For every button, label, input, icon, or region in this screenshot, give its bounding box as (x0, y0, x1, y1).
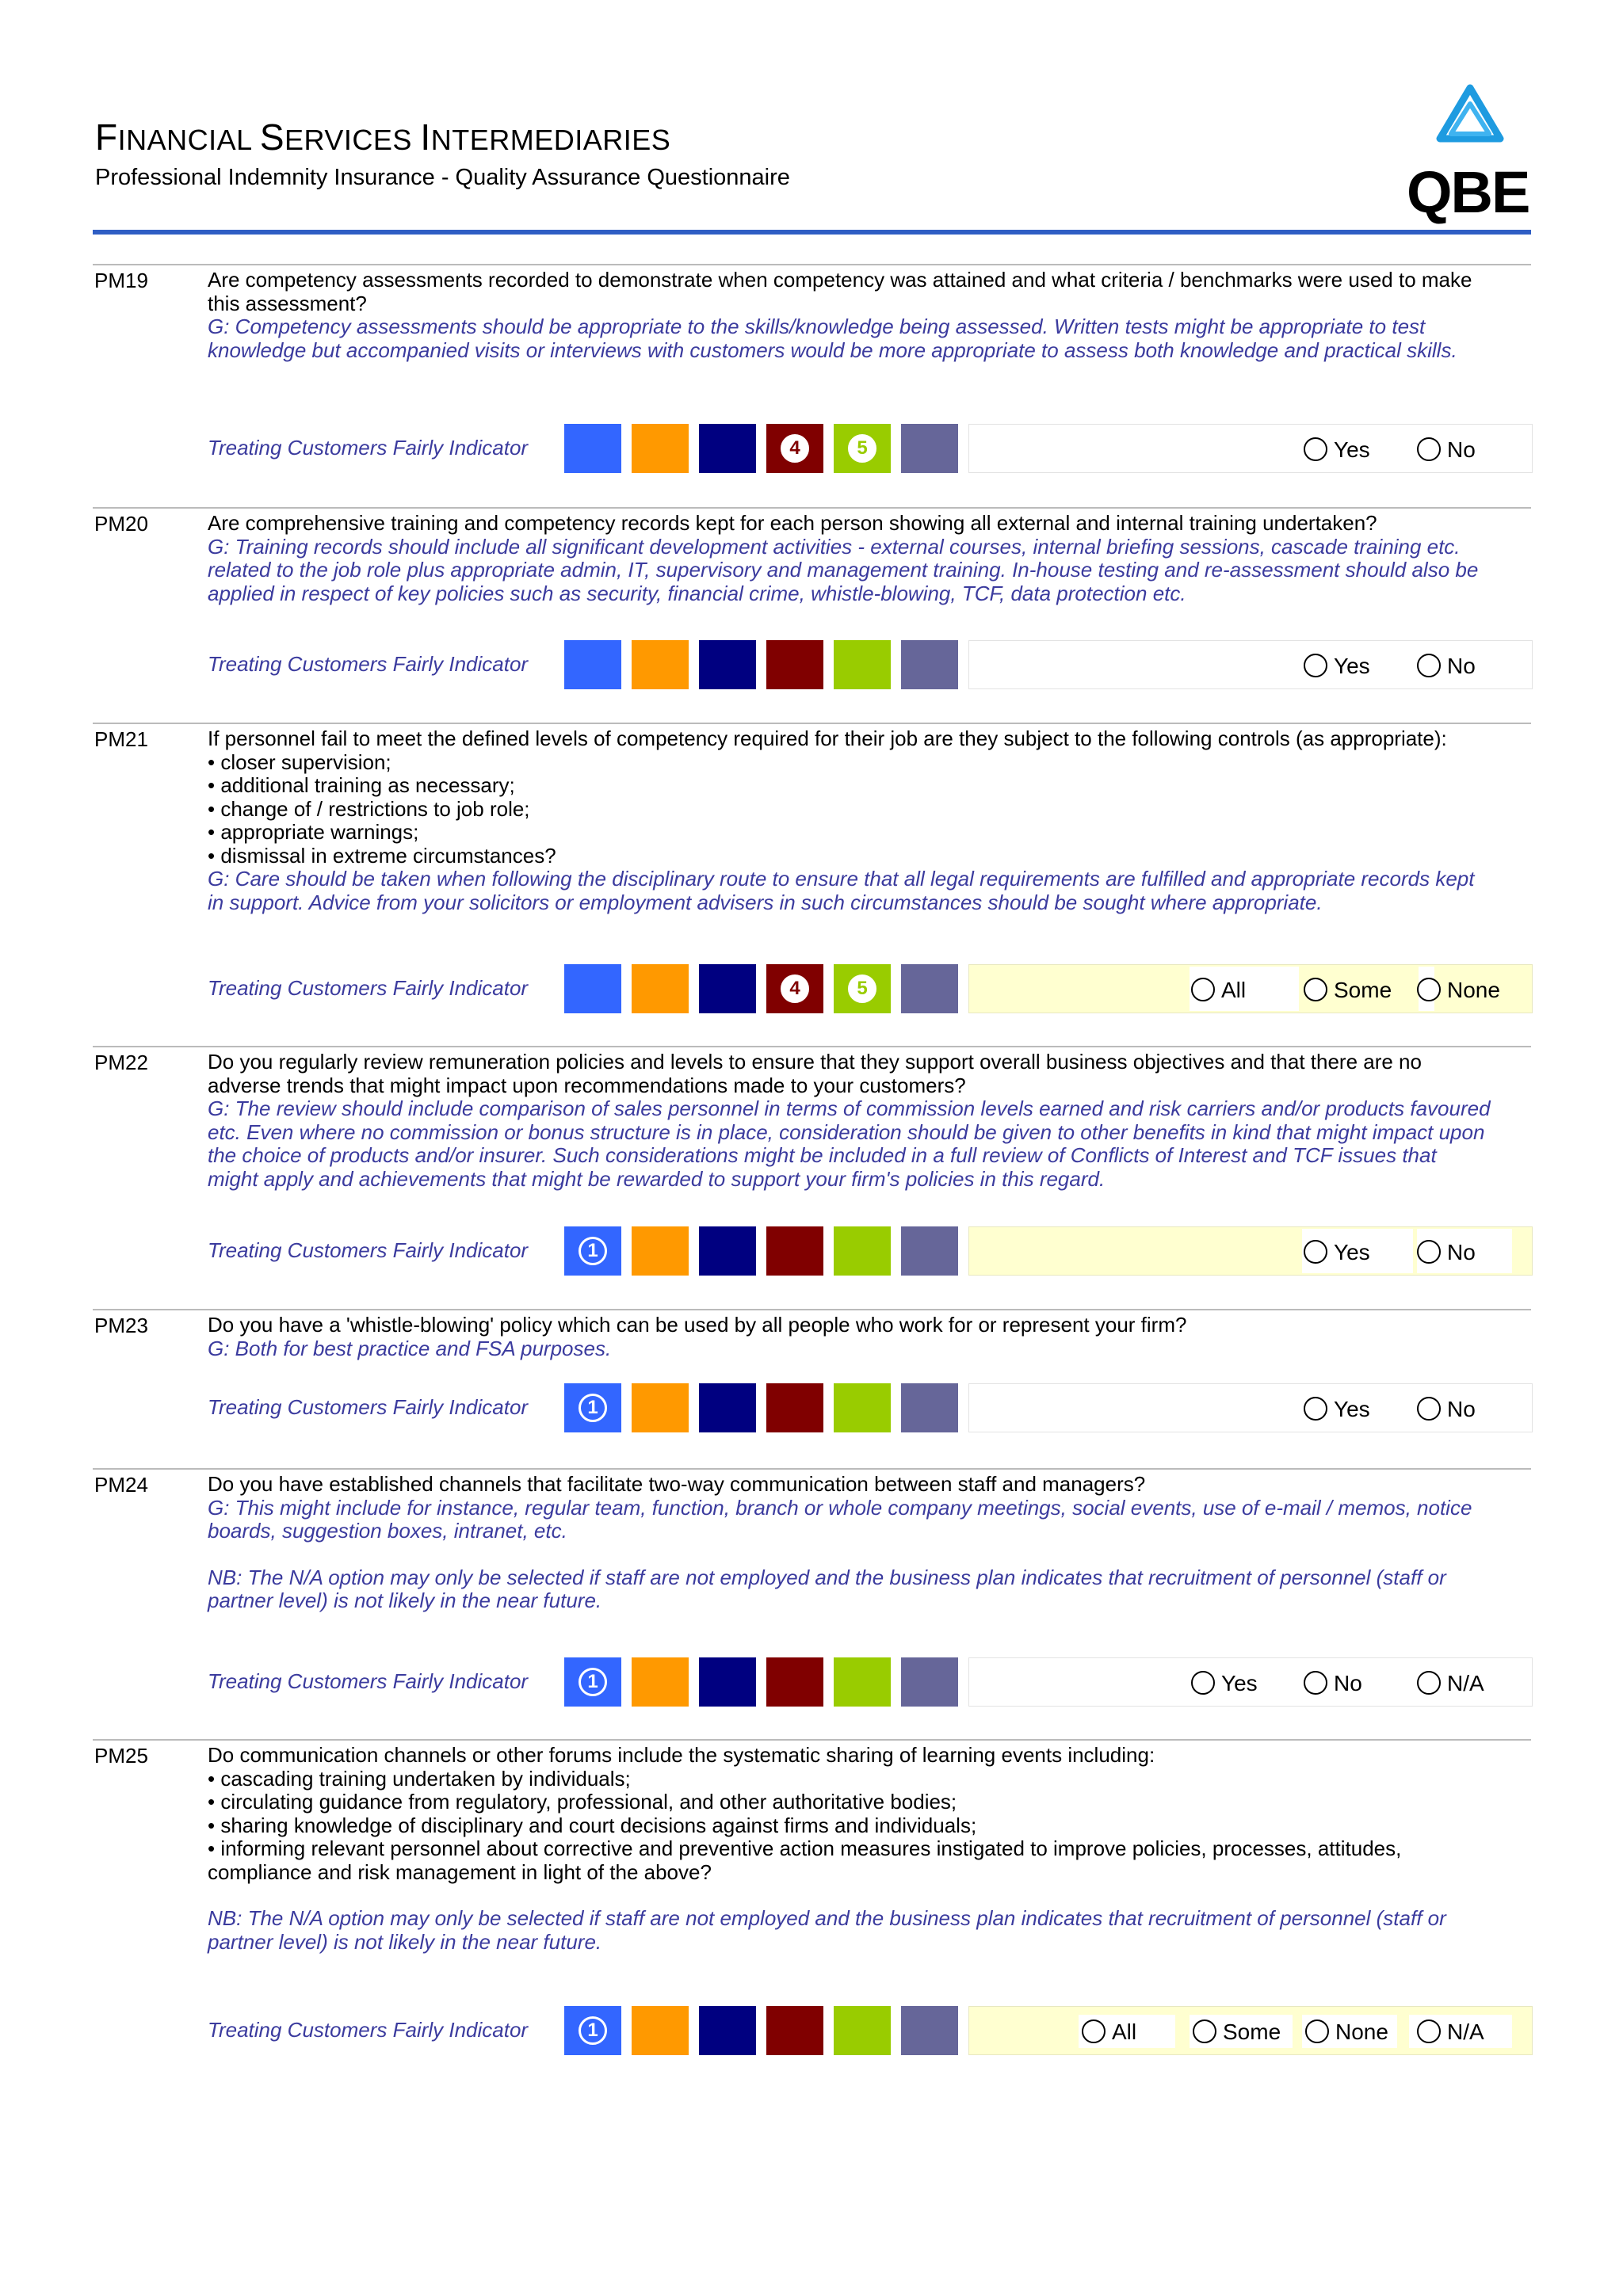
question-guidance: G: Competency assessments should be appropriate to the skills/knowledge being assessed. Written tests might be appropriate to test knowledge but accompanied visits or interviews with customers would be more appropriate to assess both knowledge and practical skills. (208, 315, 1457, 362)
tcf-square-5[interactable] (834, 1383, 891, 1432)
question-note: NB: The N/A option may only be selected if staff are not employed and the business plan indicates that recruitment of personnel (staff or partner level) is not likely in the near future. (208, 1565, 1446, 1612)
radio-icon[interactable] (1304, 1397, 1327, 1421)
tcf-square-6[interactable] (901, 424, 958, 473)
option-all[interactable]: All (1082, 2019, 1136, 2045)
tcf-square-1[interactable] (564, 424, 621, 473)
option-yes[interactable]: Yes (1304, 437, 1370, 463)
radio-icon[interactable] (1417, 1397, 1441, 1421)
tcf-square-3[interactable] (699, 964, 756, 1013)
option-no[interactable]: No (1417, 654, 1476, 679)
tcf-marker-1: 1 (579, 1668, 607, 1696)
tcf-square-1[interactable] (564, 2006, 621, 2055)
answer-box (968, 1226, 1533, 1276)
tcf-square-1[interactable] (564, 640, 621, 689)
question-id: PM25 (94, 1744, 148, 1768)
question-pm20 (93, 507, 1531, 723)
radio-icon[interactable] (1191, 1671, 1215, 1695)
tcf-square-3[interactable] (699, 640, 756, 689)
radio-icon[interactable] (1417, 1240, 1441, 1264)
tcf-marker-4: 4 (781, 434, 809, 463)
option-no[interactable]: No (1417, 437, 1476, 463)
option-yes[interactable]: Yes (1304, 654, 1370, 679)
qbe-emblem-icon (1430, 83, 1510, 147)
radio-icon[interactable] (1304, 1671, 1327, 1695)
tcf-square-2[interactable] (632, 1657, 689, 1707)
tcf-indicator-row (208, 1383, 1531, 1432)
tcf-indicator-row (208, 964, 1531, 1013)
radio-icon[interactable] (1193, 2019, 1216, 2043)
question-id: PM24 (94, 1473, 148, 1497)
option-no[interactable]: No (1417, 1240, 1476, 1265)
document-title: FINANCIAL SERVICES INTERMEDIARIES (95, 116, 671, 158)
tcf-square-2[interactable] (632, 1226, 689, 1276)
tcf-marker-1: 1 (579, 1237, 607, 1265)
tcf-square-6[interactable] (901, 1226, 958, 1276)
tcf-marker-4: 4 (781, 974, 809, 1003)
option-none[interactable]: None (1417, 978, 1500, 1003)
option-no[interactable]: No (1304, 1671, 1362, 1696)
question-guidance: G: Training records should include all significant development activities - external courses, internal briefing sessions, cascade training etc. related to the job role plus appropriate admin, IT, supervisory and management training. In-house testing and re-assessment should also be applied in respect of key policies such as security, financial crime, whistle-blowing, TCF, data protection etc. (208, 534, 1479, 605)
question-guidance: G: The review should include comparison of sales personnel in terms of commission levels earned and risk carriers and/or products favoured etc. Even where no commission or bonus structure is in place, consideration should be given to other benefits in kind that might impact upon the choice of products and/or insurer. Such considerations might be included in a full review of Conflicts of Interest and TCF issues that might apply and achievements that might be rewarded to support your firm's policies in this regard. (208, 1097, 1491, 1191)
question-pm21 (93, 723, 1531, 1045)
tcf-square-2[interactable] (632, 964, 689, 1013)
question-id: PM22 (94, 1051, 148, 1074)
question-text: Do communication channels or other forums include the systematic sharing of learning events including: • cascading training undertaken by individuals; • circulating guidance from regulatory, professional, and other authoritative bodies; • sharing knowledge of disciplinary and court decisions against firms and individuals; • informing relevant personnel about corrective and preventive action measures instigated to improve policies, processes, attitudes, compliance and risk management in light of the above? (208, 1743, 1402, 1884)
radio-icon[interactable] (1417, 978, 1441, 1001)
question-text: Do you regularly review remuneration policies and levels to ensure that they support overall business objectives and that there are no adverse trends that might impact upon recommendations made to your customers? (208, 1050, 1422, 1097)
radio-icon[interactable] (1417, 654, 1441, 677)
qbe-logo (1407, 83, 1529, 225)
tcf-marker-5: 5 (848, 974, 876, 1003)
question-text: Are comprehensive training and competency records kept for each person showing all external and internal training undertaken? (208, 511, 1377, 535)
radio-icon[interactable] (1305, 2019, 1329, 2043)
radio-icon[interactable] (1304, 978, 1327, 1001)
tcf-square-1[interactable] (564, 964, 621, 1013)
tcf-marker-5: 5 (848, 434, 876, 463)
tcf-marker-1: 1 (579, 2016, 607, 2045)
option-na[interactable]: N/A (1417, 1671, 1484, 1696)
option-no[interactable]: No (1417, 1397, 1476, 1422)
option-all[interactable]: All (1191, 978, 1246, 1003)
option-some[interactable]: Some (1193, 2019, 1281, 2045)
tcf-indicator-row (208, 2006, 1531, 2055)
tcf-label: Treating Customers Fairly Indicator (208, 2018, 529, 2042)
tcf-square-2[interactable] (632, 424, 689, 473)
radio-icon[interactable] (1417, 437, 1441, 461)
question-guidance: G: Care should be taken when following the disciplinary route to ensure that all legal requirements are fulfilled and appropriate records kept in support. Advice from your solicitors or employment advisers in such circumstances should be sought where appropriate. (208, 867, 1475, 914)
radio-icon[interactable] (1417, 1671, 1441, 1695)
tcf-square-4[interactable] (766, 1383, 823, 1432)
tcf-square-5[interactable] (834, 964, 891, 1013)
tcf-square-4[interactable] (766, 640, 823, 689)
tcf-square-3[interactable] (699, 424, 756, 473)
option-yes[interactable]: Yes (1304, 1397, 1370, 1422)
tcf-square-5[interactable] (834, 1226, 891, 1276)
tcf-square-2[interactable] (632, 640, 689, 689)
tcf-marker-1: 1 (579, 1394, 607, 1422)
question-pm22 (93, 1046, 1531, 1309)
tcf-square-2[interactable] (632, 2006, 689, 2055)
option-none[interactable]: None (1305, 2019, 1397, 2045)
radio-icon[interactable] (1304, 1240, 1327, 1264)
question-pm25 (93, 1739, 1531, 2058)
question-text: Do you have established channels that facilitate two-way communication between staff and managers? (208, 1472, 1146, 1496)
radio-icon[interactable] (1304, 437, 1327, 461)
tcf-square-3[interactable] (699, 1383, 756, 1432)
question-id: PM20 (94, 512, 148, 536)
answer-box (968, 1657, 1533, 1707)
tcf-square-4[interactable] (766, 2006, 823, 2055)
tcf-label: Treating Customers Fairly Indicator (208, 652, 529, 676)
question-pm24 (93, 1468, 1531, 1739)
radio-icon[interactable] (1304, 654, 1327, 677)
tcf-indicator-row (208, 1226, 1531, 1276)
tcf-square-3[interactable] (699, 1657, 756, 1707)
tcf-square-4[interactable] (766, 424, 823, 473)
tcf-square-5[interactable] (834, 640, 891, 689)
question-pm19 (93, 264, 1531, 507)
option-some[interactable]: Some (1304, 978, 1392, 1003)
option-yes[interactable]: Yes (1191, 1671, 1258, 1696)
radio-icon[interactable] (1082, 2019, 1106, 2043)
question-note: NB: The N/A option may only be selected if staff are not employed and the business plan indicates that recruitment of personnel (staff or partner level) is not likely in the near future. (208, 1906, 1446, 1954)
header-rule (93, 230, 1531, 235)
tcf-label: Treating Customers Fairly Indicator (208, 1238, 529, 1262)
tcf-indicator-row (208, 424, 1531, 473)
answer-box (968, 2006, 1533, 2055)
tcf-square-5[interactable] (834, 1657, 891, 1707)
answer-box (968, 964, 1533, 1013)
tcf-square-3[interactable] (699, 1226, 756, 1276)
answer-box (968, 424, 1533, 473)
tcf-square-6[interactable] (901, 1383, 958, 1432)
tcf-square-4[interactable] (766, 964, 823, 1013)
tcf-label: Treating Customers Fairly Indicator (208, 436, 529, 460)
tcf-square-6[interactable] (901, 640, 958, 689)
question-pm23 (93, 1309, 1531, 1469)
tcf-indicator-row (208, 1657, 1531, 1707)
logo-wordmark: QBE (1407, 159, 1529, 225)
tcf-indicator-row (208, 640, 1531, 689)
tcf-label: Treating Customers Fairly Indicator (208, 1395, 529, 1419)
tcf-square-1[interactable] (564, 1383, 621, 1432)
question-guidance: G: This might include for instance, regular team, function, branch or whole company meetings, social events, use of e-mail / memos, notice boards, suggestion boxes, intranet, etc. (208, 1495, 1472, 1543)
tcf-label: Treating Customers Fairly Indicator (208, 1669, 529, 1693)
tcf-square-3[interactable] (699, 2006, 756, 2055)
question-text: If personnel fail to meet the defined levels of competency required for their job are they subject to the following controls (as appropriate): • closer supervision; • additional training as necessary; • change of / restrictions to job role; • appropriate warnings; • dismissal in extreme circumstances? (208, 727, 1447, 868)
tcf-square-1[interactable] (564, 1226, 621, 1276)
question-text: Do you have a 'whistle-blowing' policy which can be used by all people who work for or represent your firm? (208, 1313, 1187, 1337)
tcf-square-5[interactable] (834, 424, 891, 473)
tcf-label: Treating Customers Fairly Indicator (208, 976, 529, 1000)
question-guidance: G: Both for best practice and FSA purposes. (208, 1336, 612, 1360)
answer-box (968, 1383, 1533, 1432)
radio-icon[interactable] (1191, 978, 1215, 1001)
option-na[interactable]: N/A (1417, 2019, 1484, 2045)
tcf-square-4[interactable] (766, 1657, 823, 1707)
tcf-square-1[interactable] (564, 1657, 621, 1707)
radio-icon[interactable] (1417, 2019, 1441, 2043)
tcf-square-5[interactable] (834, 2006, 891, 2055)
question-text: Are competency assessments recorded to demonstrate when competency was attained and what criteria / benchmarks were used to make this assessment? (208, 268, 1472, 315)
question-id: PM21 (94, 727, 148, 751)
tcf-square-6[interactable] (901, 964, 958, 1013)
tcf-square-6[interactable] (901, 1657, 958, 1707)
question-id: PM23 (94, 1314, 148, 1337)
tcf-square-2[interactable] (632, 1383, 689, 1432)
answer-box (968, 640, 1533, 689)
tcf-square-6[interactable] (901, 2006, 958, 2055)
tcf-square-4[interactable] (766, 1226, 823, 1276)
document-subtitle: Professional Indemnity Insurance - Quality Assurance Questionnaire (95, 165, 790, 190)
document-header (95, 116, 1529, 191)
option-yes[interactable]: Yes (1304, 1240, 1370, 1265)
question-id: PM19 (94, 269, 148, 292)
